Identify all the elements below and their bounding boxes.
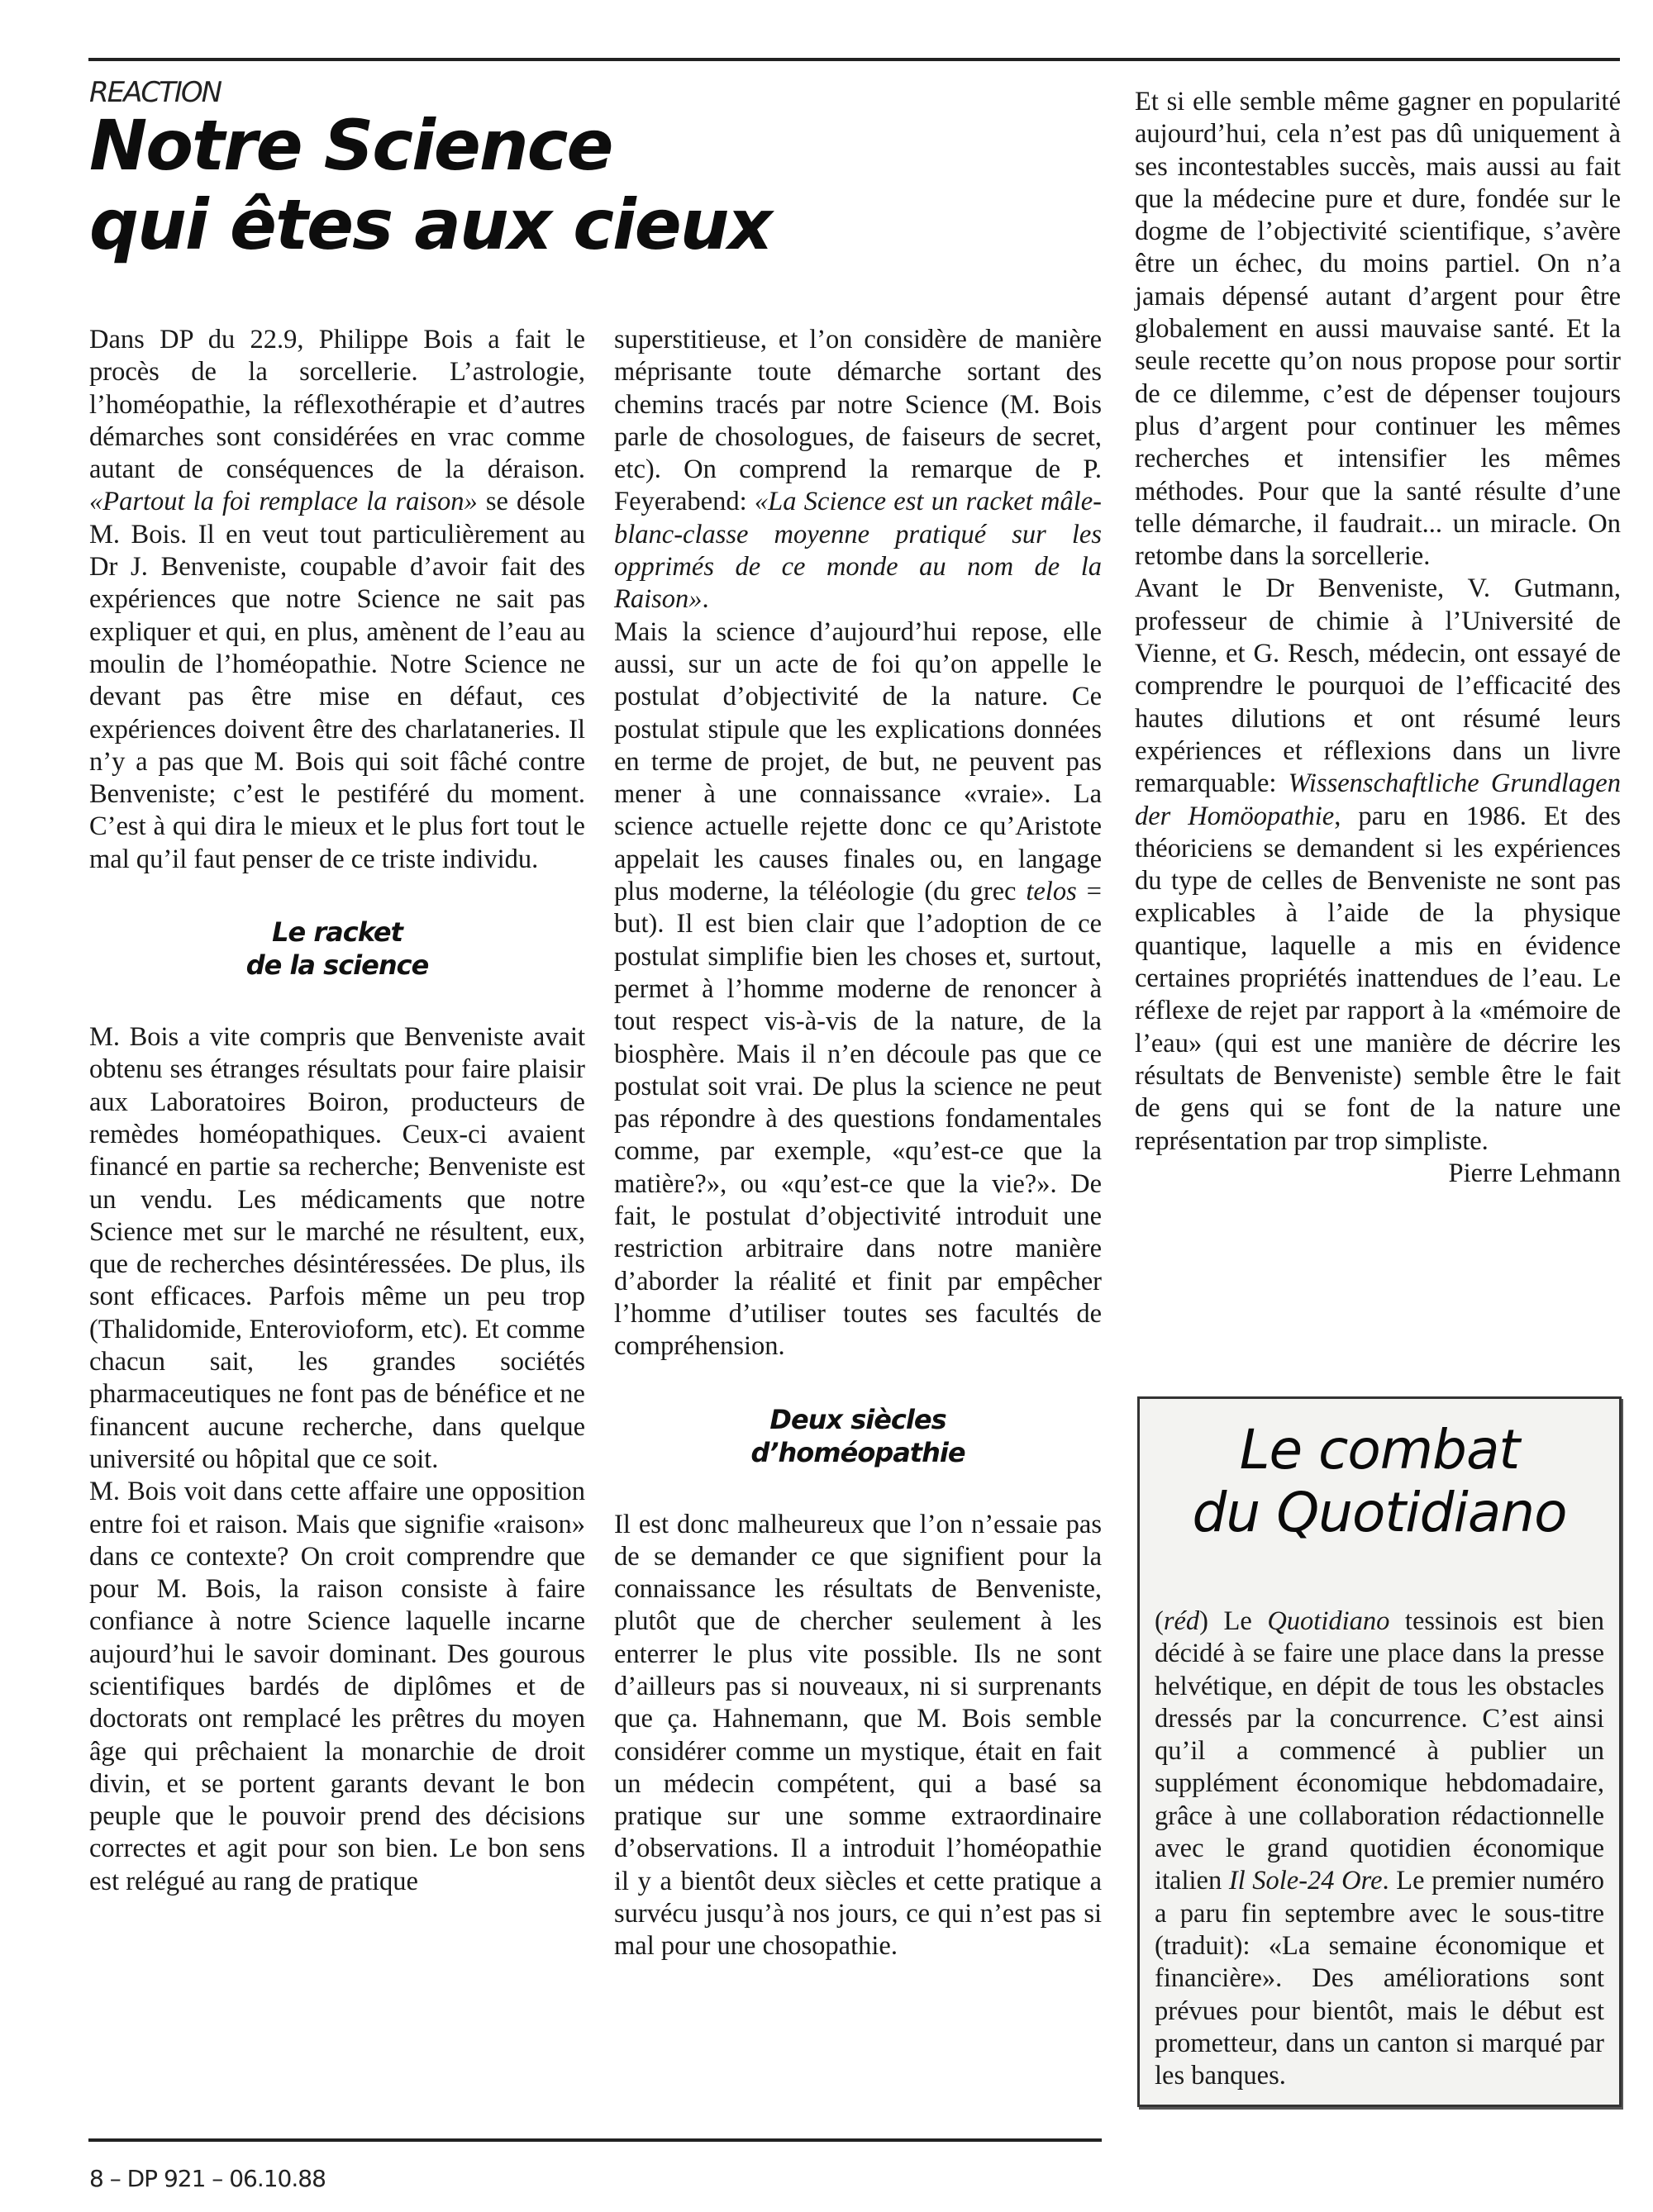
subheading-line-1: Le racket bbox=[272, 916, 403, 949]
author-signature: Pierre Lehmann bbox=[1448, 1158, 1621, 1188]
subheading-line-1: Deux siècles bbox=[769, 1403, 946, 1435]
text-run: se désole M. Bois. Il en veut tout particulièrement au Dr J. Benveniste, coupable d’avoir fait des expériences que notre Science ne sait pas expliquer et qui, en plus, amènent de l’eau au moulin de l’homéopathie. Notre Science ne devant pas être mise en défaut, ces expériences doivent être des charlataneries. Il n’y a pas que M. Bois qui soit fâché contre Benveniste; c’est le pestiféré du moment. C’est à qui dira le mieux et le plus fort tout le mal qu’il faut penser de ce triste individu. bbox=[89, 487, 585, 874]
article-headline bbox=[89, 106, 771, 264]
text-run: tessinois est bien décidé à se faire une place dans la presse helvétique, en dépit de tous les obstacles dressés par la concurrence. C’est ainsi qu’il a commencé à publier un supplément économique hebdomadaire, grâce à une collaboration rédactionnelle avec le grand quotidien économique italien bbox=[1155, 1606, 1604, 1896]
newspaper-name: Il Sole-24 Ore bbox=[1228, 1866, 1383, 1896]
headline-line-1: Notre Science bbox=[89, 105, 612, 186]
text-run: Avant le Dr Benveniste, V. Gutmann, professeur de chimie à l’Université de Vienne, et G. Resch, médecin, ont essayé de comprendre le pourquoi de l’efficacité des hautes dilutions et ont résumé leurs expériences et réflexions dans un livre remarquable: bbox=[1135, 573, 1621, 799]
subheading-homeopathie bbox=[614, 1403, 1102, 1469]
text-run: = but). Il est bien clair que l’adoption de ce postulat simplifie bien les choses et, surtout, permet à l’homme moderne de renoncer à tout respect vis-à-vis de la nature, de la biosphère. Mais il n’en découle pas que ce postulat soit vrai. De plus la science ne peut pas répondre à des questions fondamentales comme, par exemple, «qu’est-ce que la matière?», ou «qu’est-ce que la vie?». De fait, le postulat d’objectivité introduit une restriction arbitraire dans notre manière d’aborder la réalité et finit par empêcher l’homme d’utiliser toutes ses facultés de compréhension. bbox=[614, 877, 1102, 1362]
quote: «Partout la foi remplace la raison» bbox=[89, 487, 478, 517]
text-run: . bbox=[702, 584, 709, 615]
text-run: Dans DP du 22.9, Philippe Bois a fait le procès de la sorcellerie. L’astrologie, l’homéopathie, la réflexothérapie et d’autres démarches sont considérées en vrac comme autant de conséquences de la déraison. bbox=[89, 325, 585, 485]
paragraph: M. Bois a vite compris que Benveniste avait obtenu ses étranges résultats pour faire plaisir aux Laboratoires Boiron, producteurs de remèdes homéopathiques. Ceux-ci avaient financé en partie sa recherche; Benveniste est un vendu. Les médicaments que notre Science met sur le marché ne résultent, eux, que de recherches désintéressées. De plus, ils sont efficaces. Parfois même un peu trop (Thalidomide, Enterovioform, etc). Et comme chacun sait, les grandes sociétés pharmaceutiques ne font pas de bénéfice et ne financent aucune recherche, dans quelque université ou hôpital que ce soit. bbox=[89, 1022, 585, 1474]
editorial-tag: réd bbox=[1163, 1606, 1200, 1636]
newspaper-name: Quotidiano bbox=[1267, 1606, 1390, 1636]
subheading-racket bbox=[89, 916, 585, 982]
subheading-line-2: d’homéopathie bbox=[750, 1436, 965, 1468]
text-run: superstitieuse, et l’on considère de manière méprisante toute démarche sortant des chemins tracés par notre Science (M. Bois parle de chosologues, de faiseurs de secret, etc). On comprend la remarque de P. Feyerabend: bbox=[614, 325, 1102, 517]
paragraph bbox=[614, 324, 1102, 616]
paragraph bbox=[89, 324, 585, 876]
italic-term: telos bbox=[1026, 877, 1077, 907]
paragraph bbox=[614, 616, 1102, 1363]
book-title: Wissenschaftliche Grundlagen der Homöopathie bbox=[1135, 768, 1621, 831]
paragraph: Il est donc malheureux que l’on n’essaie pas de se demander ce que signifient pour la connaissance les résultats de Benveniste, plutôt que de chercher seulement à les enterrer le plus vite possible. Ils ne sont d’ailleurs pas si nouveaux, ni si surprenants que ça. Hahnemann, que M. Bois semble considérer comme un mystique, était en fait un médecin compétent, qui a basé sa pratique sur une somme extraordinaire d’observations. Il a introduit l’homéopathie il y a bientôt deux siècles et cette pratique a survécu jusqu’à nos jours, ce qui n’est pas si mal pour une chosopathie. bbox=[614, 1509, 1102, 1962]
subheading-line-2: de la science bbox=[245, 949, 429, 982]
paragraph: M. Bois voit dans cette affaire une opposition entre foi et raison. Mais que signifie «raison» dans ce contexte? On croit comprendre que pour M. Bois, la raison consiste à faire confiance à notre Science laquelle incarne aujourd’hui le savoir dominant. Des gourous scientifiques bardés de diplômes et de doctorats ont remplacé les prêtres du moyen âge qui prêchaient la monarchie de droit divin, et se portent garants devant le bon peuple que le pouvoir prend des décisions correctes et agit pour son bien. Le bon sens est relégué au rang de pratique bbox=[89, 1477, 585, 1896]
article-column-1 bbox=[89, 324, 585, 1898]
box-title-line-1: Le combat bbox=[1239, 1418, 1520, 1482]
bottom-rule bbox=[88, 2138, 1102, 2142]
article-column-3 bbox=[1135, 86, 1621, 1190]
text-run: Le bbox=[1208, 1606, 1268, 1636]
section-kicker: REACTION bbox=[89, 76, 222, 109]
box-title-line-2: du Quotidiano bbox=[1192, 1481, 1567, 1544]
article-column-2 bbox=[614, 324, 1102, 1963]
top-rule bbox=[88, 58, 1620, 61]
page-folio: 8 – DP 921 – 06.10.88 bbox=[89, 2165, 326, 2192]
text-run: Mais la science d’aujourd’hui repose, elle aussi, sur un acte de foi qu’on appelle le postulat d’objectivité de la nature. Ce postulat stipule que les explications données en terme de projet, de but, ne peuvent pas mener à une connaissance «vraie». La science actuelle rejette donc ce qu’Aristote appelait les causes finales ou, en langage plus moderne, la téléologie (du grec bbox=[614, 616, 1102, 907]
quote: «La Science est un racket mâle-blanc-classe moyenne pratiqué sur les opprimés de ce monde au nom de la Raison» bbox=[614, 487, 1102, 615]
paragraph bbox=[1135, 573, 1621, 1157]
headline-line-2: qui êtes aux cieux bbox=[89, 184, 771, 265]
sidebar-box-title bbox=[1140, 1419, 1619, 1544]
sidebar-box-body: (réd) Le Quotidiano tessinois est bien décidé à se faire une place dans la presse helvétique, en dépit de tous les obstacles dressés par la concurrence. C’est ainsi qu’il a commencé à publier un supplément économique hebdomadaire, grâce à une collaboration rédactionnelle avec le grand quotidien économique italien Il Sole-24 Ore. Le premier numéro a paru fin septembre avec le sous-titre (traduit): «La semaine économique et financière». Des améliorations sont prévues pour bientôt, mais le début est prometteur, dans un canton si marqué par les banques. bbox=[1155, 1606, 1605, 2091]
text-run: . Le premier numéro a paru fin septembre avec le sous-titre (traduit): «La semaine économique et financière». Des améliorations sont prévues pour bientôt, mais le début est prometteur, dans un canton si marqué par les banques. bbox=[1155, 1866, 1605, 2091]
text-run: , paru en 1986. Et des théoriciens se demandent si les expériences du type de celles de Benveniste ne sont pas explicables à l’aide de la physique quantique, laquelle a mis en évidence certaines propriétés inattendues de l’eau. Le réflexe de rejet par rapport à la «mémoire de l’eau» (qui est une manière de décrire les résultats de Benveniste) semble être le fait de gens qui se font de la nature une représentation par trop simpliste. bbox=[1135, 801, 1621, 1156]
sidebar-box bbox=[1137, 1396, 1622, 2107]
paragraph: Et si elle semble même gagner en popularité aujourd’hui, cela n’est pas dû uniquement à ses incontestables succès, mais aussi au fait que la médecine pure et dure, fondée sur le dogme de l’objectivité scientifique, s’avère être un échec, du moins partiel. On n’a jamais dépensé autant d’argent pour être globalement en aussi mauvaise santé. Et la seule recette qu’on nous propose pour sortir de ce dilemme, c’est de dépenser toujours plus d’argent pour continuer les mêmes recherches et intensifier les mêmes méthodes. Pour que la santé résulte d’une telle démarche, il faudrait... un miracle. On retombe dans la sorcellerie. bbox=[1135, 87, 1621, 572]
